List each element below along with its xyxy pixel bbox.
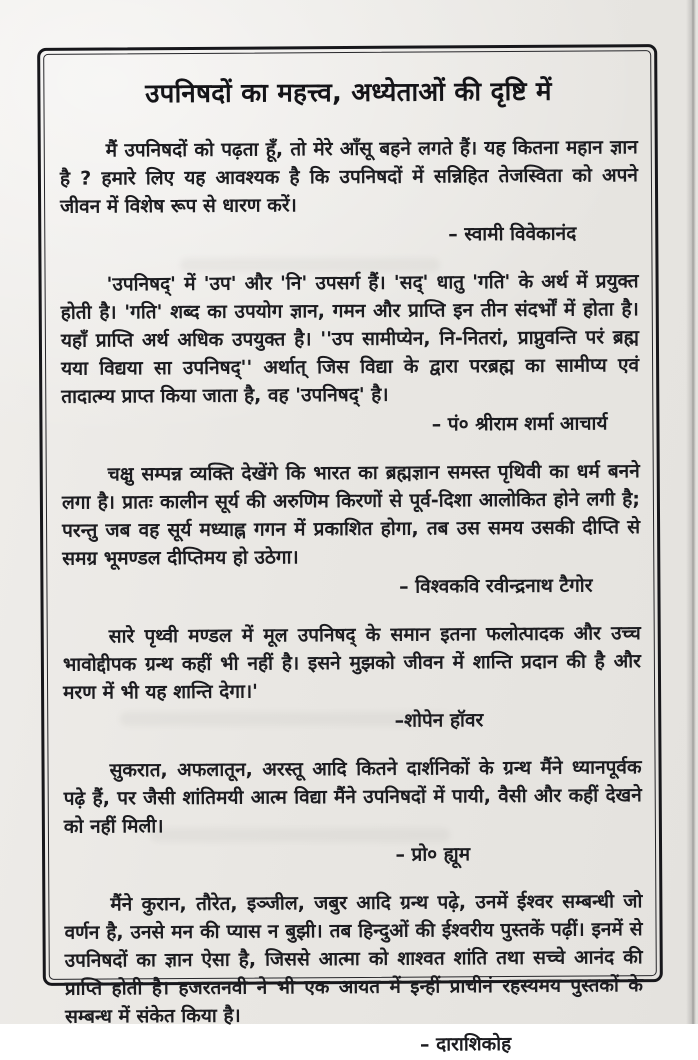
page-edge-shadow [686,0,696,1024]
quote-attribution: – प्रो० ह्यूम [395,843,471,866]
quote-text: 'उपनिषद्' में 'उप' और 'नि' उपसर्ग हैं। 'सद्' धातु 'गति' के अर्थ में प्रयुक्त होती है। 'गति' शब्द का उपयोग ज्ञान, गमन और प्राप्ति इन तीन संदर्भों में होता है। यहाँ प्राप्ति अर्थ अधिक उपयुक्त है। ''उप सामीप्येन, नि-नितरां, प्राप्नुवन्ति परं ब्रह्म यया विद्यया सा उपनिषद्'' अर्थात् जिस विद्या के द्वारा परब्रह्म का सामीप्य एवं तादात्म्य प्राप्त किया जाता है, वह 'उपनिषद्' है। [60,270,640,408]
quote-text: सुकरात, अफलातून, अरस्तू आदि कितने दार्शनिकों के ग्रन्थ मैंने ध्यानपूर्वक पढ़े हैं, पर जैसी शांतिमयी आत्म विद्या मैंने उपनिषदों में पायी, वैसी और कहीं देखने को नहीं मिली। [63,756,642,838]
page-title: उपनिषदों का महत्त्व, अध्येताओं की दृष्टि में [145,76,552,110]
quote-block-hume [63,753,642,870]
quote-attribution: – स्वामी विवेकानंद [448,222,577,246]
quote-text: सारे पृथ्वी मण्डल में मूल उपनिषद् के समान इतना फलोत्पादक और उच्च भावोद्दीपक ग्रन्थ कहीं भी नहीं है। इसने मुझको जीवन में शान्ति प्रदान की है और मरण में भी यह शान्ति देगा।' [62,622,641,704]
quote-text: मैंने कुरान, तौरेत, इञ्जील, जबुर आदि ग्रन्थ पढ़े, उनमें ईश्वर सम्बन्धी जो वर्णन है, उनसे मन की प्यास न बुझी। तब हिन्दुओं की ईश्वरीय पुस्तकें पढ़ीं। इनमें से उपनिषदों का ज्ञान ऐसा है, जिससे आत्मा को शाश्वत शांति तथा सच्चे आनंद की प्राप्ति होती है। हजरतनवी ने भी एक आयत में इन्हीं प्राचीनं रहस्यमय पुस्तकों के सम्बन्ध में संकेत किया है। [64,890,643,1028]
quote-text: मैं उपनिषदों को पढ़ता हूँ, तो मेरे आँसू बहने लगते हैं। यह कितना महान ज्ञान है ? हमारे लिए यह आवश्यक है कि उपनिषदों में सन्निहित तेजस्विता को अपने जीवन में विशेष रूप से धारण करें। [59,136,638,218]
quote-block-dara-shikoh [64,887,643,1060]
quote-attribution: – विश्वकवि रवीन्द्रनाथ टैगोर [399,574,593,598]
quote-block-vivekananda [60,133,639,250]
quote-block-schopenhauer [63,619,642,736]
quote-block-tagore [62,457,641,602]
document-border-frame [37,44,663,1056]
document-content-area [43,50,657,1056]
quote-block-shriram-sharma [61,267,640,440]
quote-attribution: – दाराशिकोह [419,1033,512,1056]
quote-text: चक्षु सम्पन्न व्यक्ति देखेंगे कि भारत का ब्रह्मज्ञान समस्त पृथिवी का धर्म बनने लगा है। प्रातः कालीन सूर्य की अरुणिम किरणों से पूर्व-दिशा आलोकित होने लगी है; परन्तु जब वह सूर्य मध्याह्न गगन में प्रकाशित होगा, तब उस समय उसकी दीप्ति से समग्र भूमण्डल दीप्तिमय हो उठेगा। [61,460,641,570]
quote-attribution: –शोपेन हॉवर [394,709,484,732]
quote-attribution: – पं० श्रीराम शर्मा आचार्य [431,412,608,436]
